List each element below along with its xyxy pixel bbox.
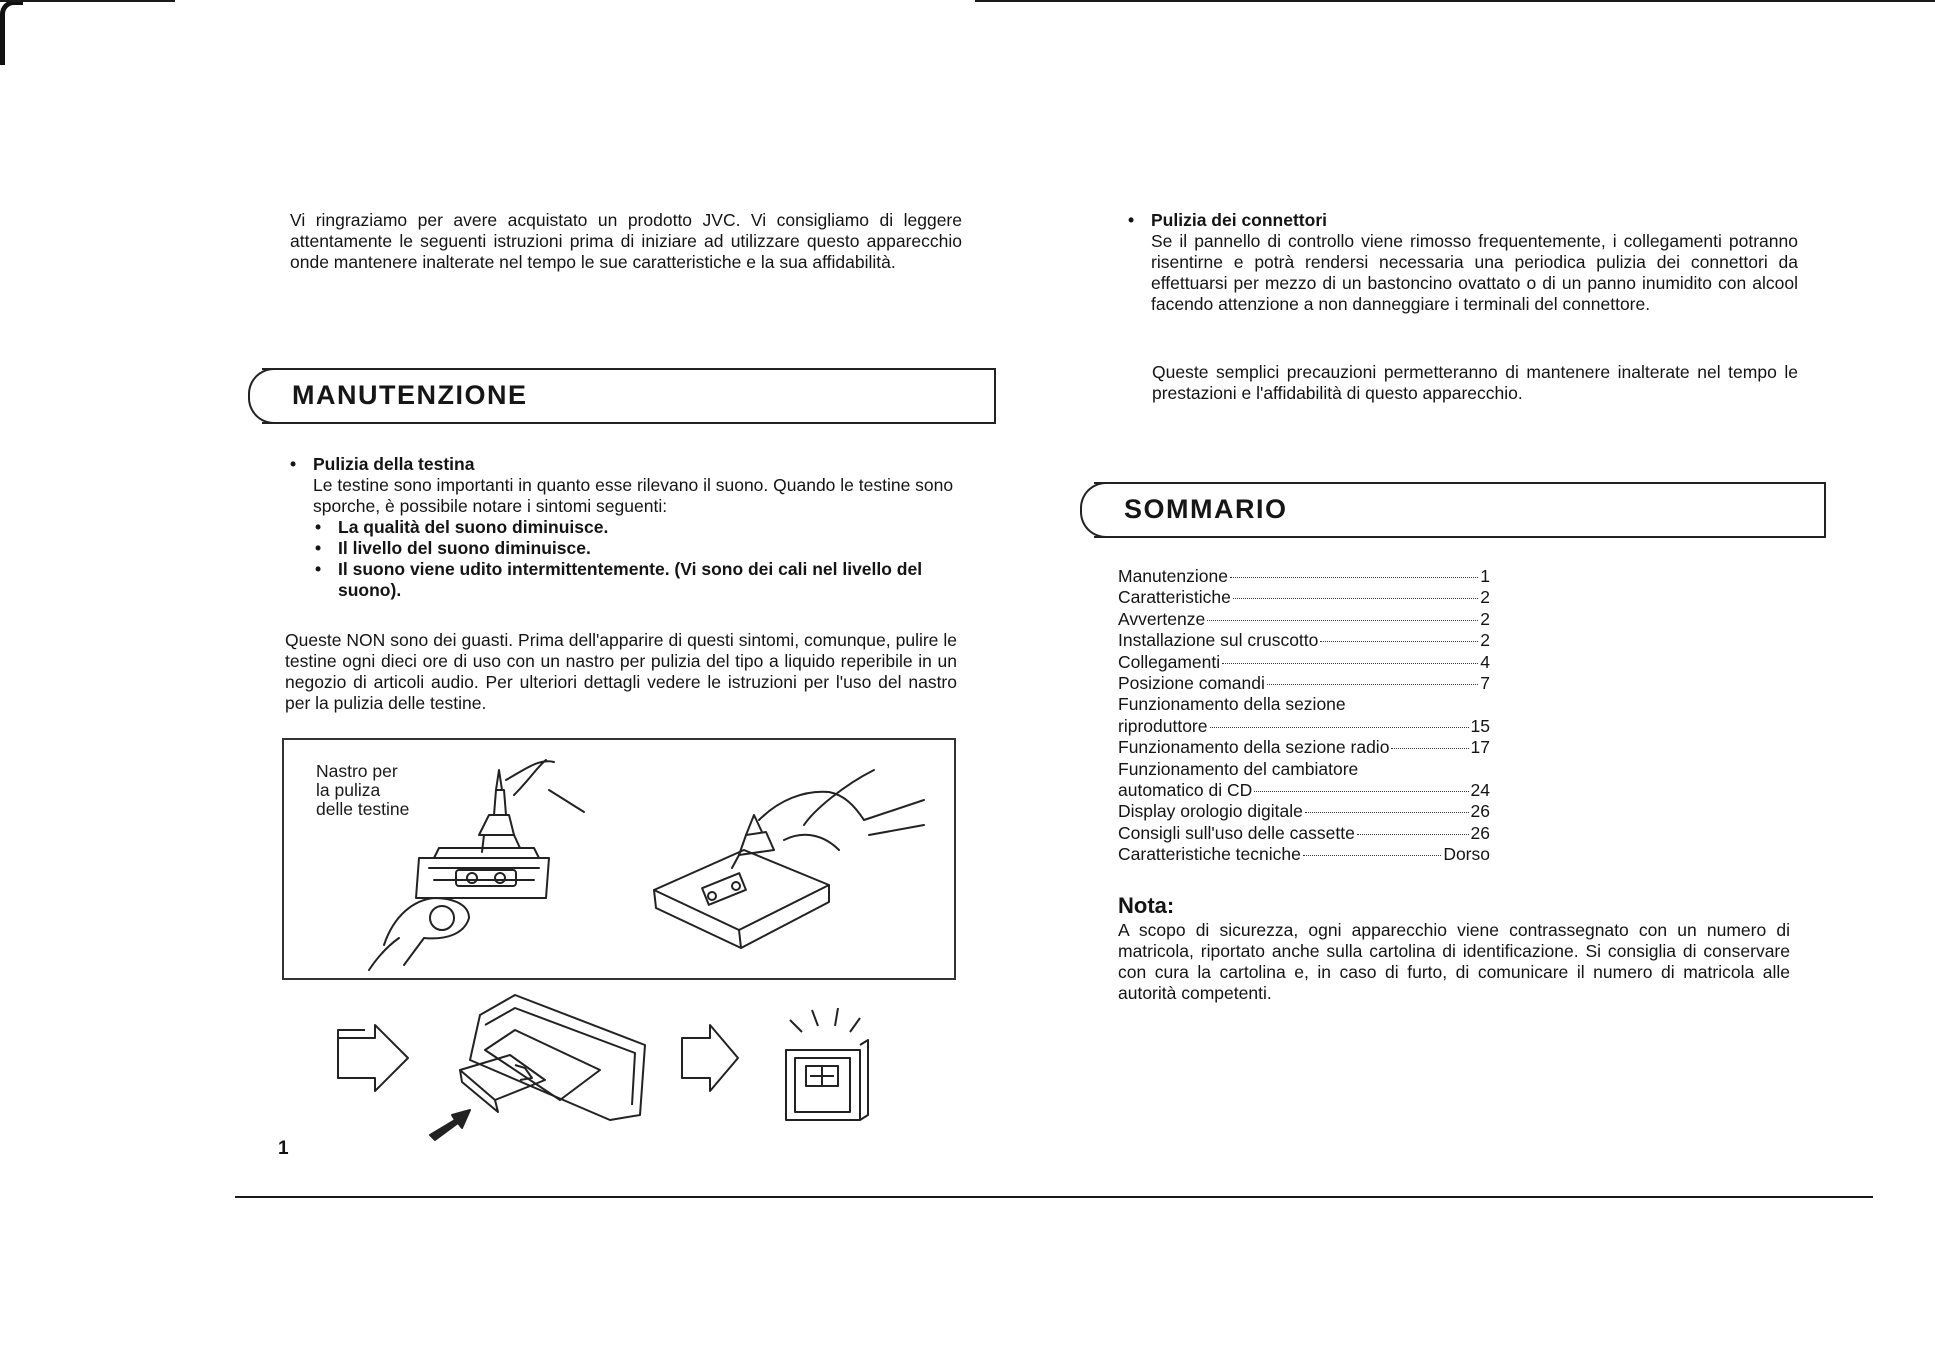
testina-heading: Pulizia della testina — [313, 454, 475, 474]
connettori-body: Se il pannello di controllo viene rimosso frequentemente, i collegamenti potranno risentirne e potrà rendersi necessaria una periodica pulizia dei connettori da effettuarsi per mezzo di un bastoncino ovattato o di un panno inumidito con alcool facendo attenzione a non danneggiare i terminali del connettore. — [1151, 231, 1798, 314]
toc-entry-page: 26 — [1470, 822, 1490, 843]
toc-dot-leader — [1303, 855, 1441, 856]
toc-dot-leader — [1320, 641, 1478, 642]
symptom-text: La qualità del suono diminuisce. — [338, 517, 609, 537]
toc-entry-label: Funzionamento della sezione — [1118, 694, 1346, 715]
toc-entry-label: Installazione sul cruscotto — [1118, 630, 1319, 651]
intro-paragraph: Vi ringraziamo per avere acquistato un prodotto JVC. Vi consigliamo di leggere attentamente le seguenti istruzioni prima di iniziare ad utilizzare questo apparecchio onde mantenere inalterate nel tempo le sue caratteristiche e la sua affidabilità. — [290, 210, 962, 272]
header-curve — [248, 368, 278, 424]
toc-entry[interactable] — [1118, 844, 1490, 865]
page-number: 1 — [278, 1138, 289, 1159]
toc-entry-label: Caratteristiche tecniche — [1118, 844, 1301, 865]
toc-dot-leader — [1254, 791, 1468, 792]
toc-entry[interactable] — [1118, 823, 1490, 844]
figure-label-line: delle testine — [316, 799, 410, 819]
toc-entry[interactable] — [1118, 673, 1490, 694]
symptom-text: Il livello del suono diminuisce. — [338, 538, 591, 558]
car-stereo-deck-icon — [460, 995, 645, 1120]
arrow-right-icon — [338, 1025, 408, 1091]
toc-entry-page: 15 — [1470, 715, 1490, 736]
toc-entry-page: 24 — [1470, 780, 1490, 801]
symptom-item — [313, 559, 958, 601]
toc-entry-label: Manutenzione — [1118, 566, 1228, 586]
symptom-item — [313, 517, 958, 538]
bullet-dot: • — [1128, 210, 1135, 230]
toc-dot-leader — [1230, 577, 1478, 578]
toc-dot-leader — [1233, 598, 1478, 599]
toc-dot-leader — [1391, 748, 1468, 749]
bottom-rule — [235, 1196, 1873, 1198]
toc-dot-leader — [1267, 684, 1478, 685]
toc-entry-page: 2 — [1480, 630, 1490, 651]
scan-top-rule-left — [0, 0, 175, 2]
insert-arrow-icon — [430, 1110, 470, 1140]
toc-entry-label: riproduttore — [1118, 715, 1208, 736]
toc-entry[interactable] — [1118, 801, 1490, 822]
scan-top-rule-right — [975, 0, 1935, 2]
toc-entry-label: Display orologio digitale — [1118, 801, 1303, 822]
scan-corner-mark — [0, 0, 23, 65]
toc-entry-page: 1 — [1480, 566, 1490, 586]
arrow-detail — [338, 1030, 365, 1038]
toc-entry-label: Caratteristiche — [1118, 587, 1231, 608]
arrow-right-icon — [682, 1025, 738, 1091]
nota-title: Nota: — [1118, 893, 1175, 918]
toc-entry[interactable] — [1118, 716, 1490, 737]
nota-body: A scopo di sicurezza, ogni apparecchio viene contrassegnato con un numero di matricola, riportato anche sulla cartolina di identificazione. Si consiglia di conservare con cura la cartolina e, in caso di furto, di comunicare il numero di matricola alle autorità competenti. — [1118, 920, 1790, 1003]
toc-dot-leader — [1357, 834, 1469, 835]
bullet-dot: • — [315, 538, 322, 558]
connettori-section — [1126, 210, 1798, 315]
bullet-dot: • — [290, 454, 297, 474]
toc-entry-label: Collegamenti — [1118, 651, 1221, 672]
toc-entry-page: 26 — [1470, 801, 1490, 822]
cleaning-illustration — [284, 740, 954, 978]
sommario-header — [1094, 482, 1826, 538]
sommario-title: SOMMARIO — [1124, 494, 1288, 524]
maintenance-note: Queste NON sono dei guasti. Prima dell'apparire di questi sintomi, comunque, pulire le testine ogni dieci ore di uso con un nastro per pulizia del tipo a liquido reperibile in un negozio di articoli audio. Per ulteriori dettagli vedere le istruzioni per l'uso del nastro per la pulizia delle testine. — [285, 630, 957, 713]
figure-label-line: la puliza — [316, 780, 381, 800]
toc-entry-label: automatico di CD — [1118, 780, 1253, 801]
toc-entry-page: 2 — [1480, 587, 1490, 608]
toc-entry[interactable] — [1118, 737, 1490, 758]
testina-body: Le testine sono importanti in quanto esse rilevano il suono. Quando le testine sono sporche, è possibile notare i sintomi seguenti: — [313, 475, 954, 516]
hand-left-icon — [369, 898, 469, 970]
toc-entry[interactable] — [1118, 587, 1490, 608]
cleaning-figure-box — [282, 738, 956, 980]
manutenzione-title: MANUTENZIONE — [292, 380, 528, 410]
toc-entry-page: 7 — [1480, 673, 1490, 694]
toc-dot-leader — [1207, 620, 1478, 621]
bullet-dot: • — [315, 559, 322, 579]
bottle-right-icon — [732, 770, 924, 868]
figure-label-line: Nastro per — [316, 761, 398, 781]
cassette-eject-icon — [786, 1008, 868, 1120]
toc-entry[interactable] — [1118, 566, 1490, 587]
toc-dot-leader — [1222, 663, 1478, 664]
symptom-item — [313, 538, 958, 559]
toc-entry-page: Dorso — [1443, 844, 1490, 865]
toc-entry-label: Consigli sull'uso delle cassette — [1118, 822, 1355, 843]
testina-section — [288, 454, 958, 601]
toc-entry[interactable] — [1118, 609, 1490, 630]
closing-paragraph: Queste semplici precauzioni permetteranno di mantenere inalterate nel tempo le prestazioni e l'affidabilità di questo apparecchio. — [1152, 362, 1798, 403]
connettori-bullet — [1126, 210, 1798, 315]
testina-bullet — [288, 454, 958, 601]
toc-entry-label: Funzionamento della sezione radio — [1118, 737, 1390, 758]
toc-entry-page: 4 — [1480, 651, 1490, 672]
manutenzione-header — [262, 368, 996, 424]
bottle-left-icon — [479, 760, 584, 852]
toc-dot-leader — [1210, 727, 1469, 728]
table-of-contents — [1118, 566, 1490, 866]
toc-entry-label: Avvertenze — [1118, 608, 1206, 629]
toc-entry[interactable] — [1118, 630, 1490, 651]
toc-entry[interactable] — [1118, 652, 1490, 673]
symptom-text: Il suono viene udito intermittentemente. (Vi sono dei cali nel livello del suono). — [338, 559, 923, 600]
cassette-right-icon — [654, 850, 829, 948]
toc-entry-label: Funzionamento del cambiatore — [1118, 758, 1359, 779]
procedure-steps-illustration — [320, 990, 900, 1150]
toc-entry-page: 2 — [1480, 608, 1490, 629]
toc-entry[interactable] — [1118, 780, 1490, 801]
toc-dot-leader — [1305, 812, 1469, 813]
bullet-dot: • — [315, 517, 322, 537]
toc-entry-page: 17 — [1470, 737, 1490, 758]
connettori-heading: Pulizia dei connettori — [1151, 210, 1327, 230]
toc-entry-label: Posizione comandi — [1118, 673, 1265, 694]
header-curve — [1080, 482, 1110, 538]
cassette-left-icon — [416, 848, 549, 898]
